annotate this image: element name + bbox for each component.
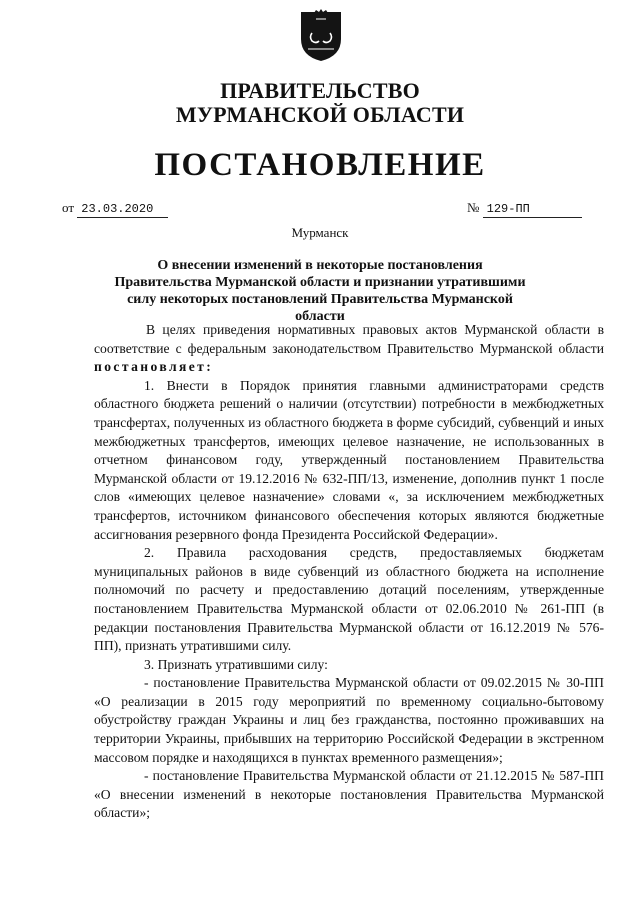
item-3a-paragraph: - постановление Правительства Мурманской области от 09.02.2015 № 30-ПП «О реализации в 2015 году мероприятий по временному социально-бытовому обустройству граждан Украины и лиц без гражданства, постоянно проживавших на территории Украины, прибывших на территорию Российской Федерации в экстренном массовом порядке и находящихся в пунктах временного размещения»; — [94, 675, 604, 765]
item-2-paragraph: 2. Правила расходования средств, предоставляемых бюджетам муниципальных районов в виде субвенций из областного бюджета на исполнение полномочий по расчету и предоставлению дотаций поселениям, утвержденные постановлением Правительства Мурманской области от 02.06.2010 № 261-ПП (в редакции постановления Правительства Мурманской области от 16.12.2019 № 576-ПП), признать утратившими силу. — [94, 545, 604, 654]
document-body — [94, 321, 604, 823]
item-3b-paragraph: - постановление Правительства Мурманской области от 21.12.2015 № 587-ПП «О внесении изменений в некоторые постановления Правительства Мурманской области»; — [94, 768, 604, 821]
government-title-line2: МУРМАНСКОЙ ОБЛАСТИ — [175, 102, 465, 127]
number-prefix: № — [467, 200, 480, 215]
coat-of-arms-icon — [299, 9, 343, 63]
preamble-paragraph — [94, 321, 604, 377]
document-subject: О внесении изменений в некоторые постановления Правительства Мурманской области и признании утратившими силу некоторых постановлений Правительства Мурманской области — [114, 258, 526, 324]
number-value: 129-ПП — [483, 201, 582, 218]
resolves-word: постановляет: — [94, 359, 214, 375]
date-value: 23.03.2020 — [77, 201, 168, 218]
item-1-paragraph: 1. Внести в Порядок принятия главными администраторами средств областного бюджета решений о наличии (отсутствии) потребности в межбюджетных трансфертах, полученных из областного бюджета в форме субсидий, субвенций и иных межбюджетных трансфертов, имеющих целевое назначение, не использованных в отчетном финансовом году, утвержденный постановлением Правительства Мурманской области от 19.12.2016 № 632-ПП/13, изменение, дополнив пункт 1 после слов «имеющих целевое назначение» словами «, за исключением межбюджетных трансфертов, источником финансового обеспечения которых являются бюджетные ассигнования резервного фонда Президента Российской Федерации». — [94, 377, 604, 542]
date-prefix: от — [62, 200, 75, 215]
government-title-line1: ПРАВИТЕЛЬСТВО — [220, 78, 420, 103]
item-3-paragraph: 3. Признать утратившими силу: — [144, 656, 328, 672]
document-type-title: ПОСТАНОВЛЕНИЕ — [154, 147, 486, 183]
preamble-text: В целях приведения нормативных правовых актов Мурманской области в соответствие с федеральным законодательством Правительство Мурманской области — [94, 322, 604, 356]
document-number — [467, 200, 582, 218]
document-date — [62, 200, 168, 218]
city-name: Мурманск — [291, 225, 349, 240]
